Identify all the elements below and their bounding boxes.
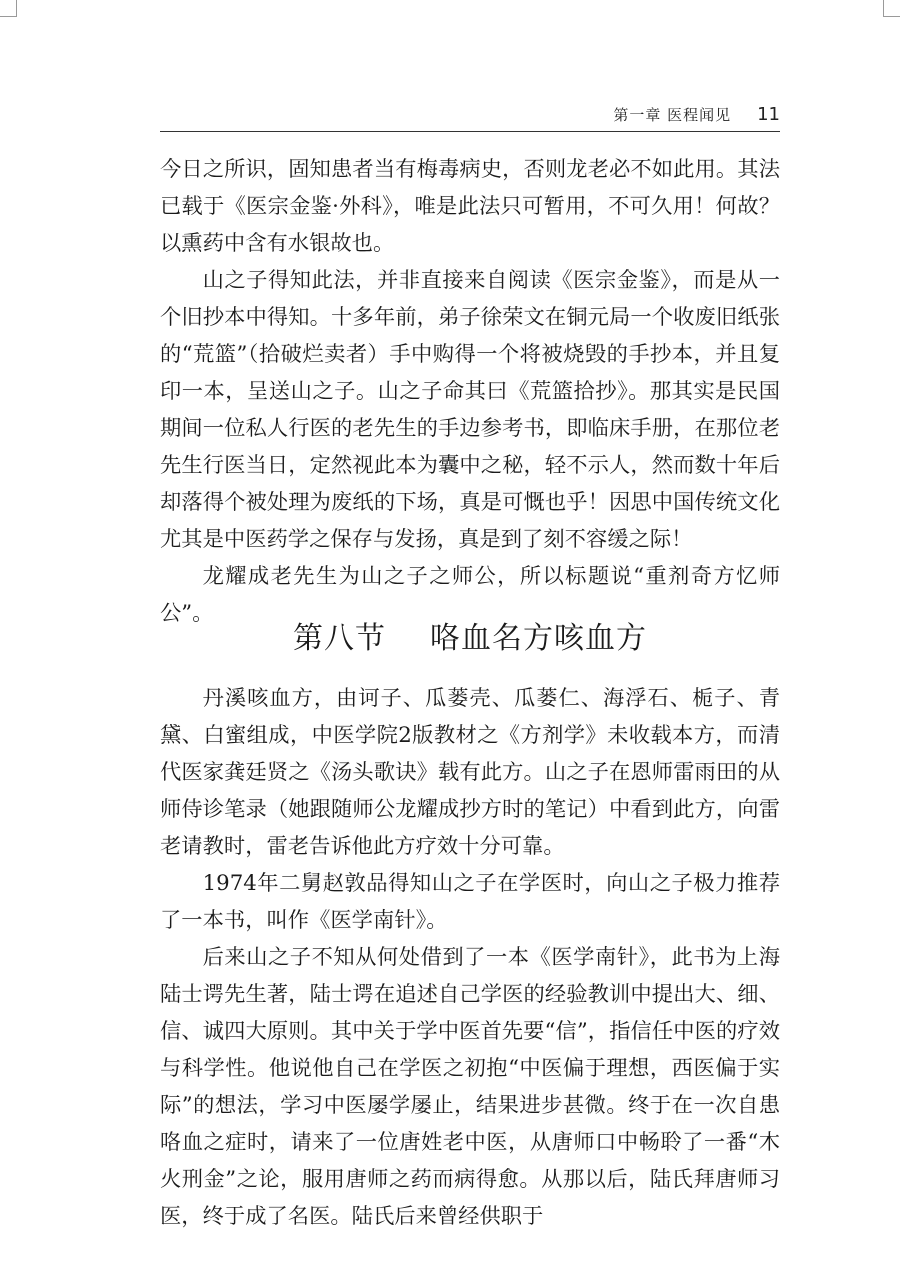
page-number: 11	[757, 103, 780, 125]
paragraph: 后来山之子不知从何处借到了一本《医学南针》，此书为上海陆士谔先生著，陆士谔在追述自己学医的经验教训中提出大、细、信、诚四大原则。其中关于学中医首先要“信”，指信任中医的疗效与科学性。他说他自己在学医之初抱“中医偏于理想，西医偏于实际”的想法，学习中医屡学屡止，结果进步甚微。终于在一次自患咯血之症时，请来了一位唐姓老中医，从唐师口中畅聆了一番“木火刑金”之论，服用唐师之药而病得愈。从那以后，陆氏拜唐师习医，终于成了名医。陆氏后来曾经供职于	[160, 945, 780, 1229]
running-header	[160, 100, 780, 128]
paragraph: 今日之所识，固知患者当有梅毒病史，否则龙老必不如此用。其法已载于《医宗金鉴·外科》，唯是此法只可暂用，不可久用！何故？以熏药中含有水银故也。	[160, 157, 780, 256]
header-rule	[160, 131, 780, 132]
crop-mark-top-right	[883, 0, 900, 17]
section-number: 第八节	[293, 621, 386, 656]
chapter-title: 第一章 医程闻见	[613, 105, 732, 124]
paragraph: 龙耀成老先生为山之子之师公，所以标题说“重剂奇方忆师公”。	[160, 564, 780, 626]
body-text-top	[160, 151, 780, 632]
section-heading	[160, 617, 780, 661]
crop-mark-top-left	[0, 0, 17, 17]
paragraph: 1974年二舅赵敦品得知山之子在学医时，向山之子极力推荐了一本书，叫作《医学南针》。	[160, 871, 780, 933]
body-text-bottom	[160, 680, 780, 1235]
paragraph: 丹溪咳血方，由诃子、瓜蒌壳、瓜蒌仁、海浮石、栀子、青黛、白蜜组成，中医学院2版教材之《方剂学》未收载本方，而清代医家龚廷贤之《汤头歌诀》载有此方。山之子在恩师雷雨田的从师侍诊笔录（她跟随师公龙耀成抄方时的笔记）中看到此方，向雷老请教时，雷老告诉他此方疗效十分可靠。	[160, 686, 780, 859]
section-title: 咯血名方咳血方	[430, 621, 647, 656]
paragraph: 山之子得知此法，并非直接来自阅读《医宗金鉴》，而是从一个旧抄本中得知。十多年前，弟子徐荣文在铜元局一个收废旧纸张的“荒篮”（拾破烂卖者）手中购得一个将被烧毁的手抄本，并且复印一本，呈送山之子。山之子命其曰《荒篮拾抄》。那其实是民国期间一位私人行医的老先生的手边参考书，即临床手册，在那位老先生行医当日，定然视此本为囊中之秘，轻不示人，然而数十年后却落得个被处理为废纸的下场，真是可慨也乎！因思中国传统文化尤其是中医药学之保存与发扬，真是到了刻不容缓之际！	[160, 268, 780, 552]
